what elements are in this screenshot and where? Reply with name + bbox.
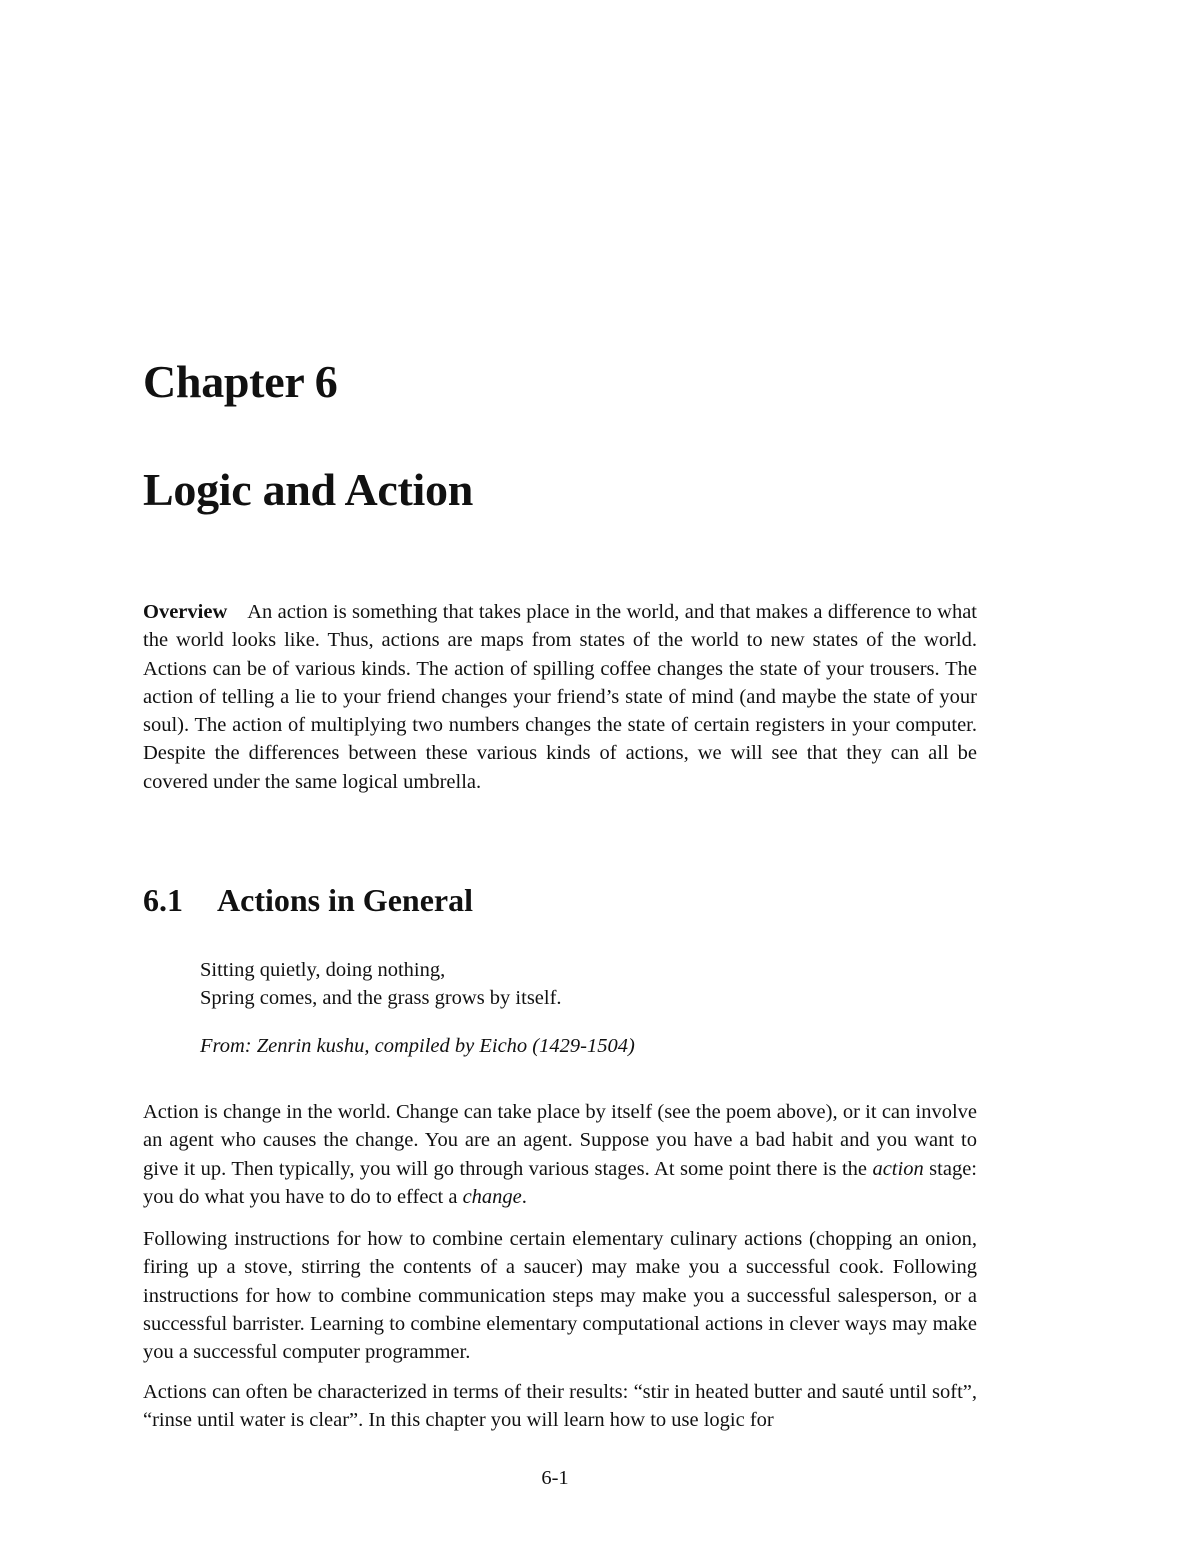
p1-text-middle: stage: you do what you have to do to effect a <box>143 1157 977 1208</box>
chapter-title: Logic and Action <box>143 464 474 515</box>
p1-emphasis-change: change <box>462 1185 522 1208</box>
poem-line: Sitting quietly, doing nothing, <box>200 959 446 981</box>
body-paragraph-1 <box>143 1098 977 1211</box>
body-paragraph-2: Following instructions for how to combine certain elementary culinary actions (chopping an onion, firing up a stove, stirring the contents of a saucer) may make you a successful cook. Following instructions for how to combine communication steps may make you a successful salesperson, or a successful barrister. Learning to combine elementary computational actions in clever ways may make you a successful computer programmer. <box>143 1228 977 1364</box>
p1-emphasis-action: action <box>872 1157 924 1180</box>
body-paragraph-3: Actions can often be characterized in terms of their results: “stir in heated butter and sauté until soft”, “rinse until water is clear”. In this chapter you will learn how to use logic for <box>143 1381 977 1432</box>
section-number: 6.1 <box>143 882 183 918</box>
section-heading <box>143 878 473 922</box>
section-title: Actions in General <box>217 882 473 918</box>
overview-lead: Overview <box>143 601 228 623</box>
poem-line: Spring comes, and the grass grows by itself. <box>200 987 562 1010</box>
p1-text-start: Action is change in the world. Change can take place by itself (see the poem above), or it can involve an agent who causes the change. You are an agent. Suppose you have a bad habit and you want to give it up. Then typically, you will go through various stages. At some point there is the <box>143 1101 977 1180</box>
poem-source: From: Zenrin kushu, compiled by Eicho (1429-1504) <box>200 1035 635 1057</box>
poem <box>200 956 562 1013</box>
p1-text-end: . <box>521 1185 527 1208</box>
page-number: 6-1 <box>541 1467 569 1489</box>
overview-paragraph <box>143 598 977 796</box>
overview-text: An action is something that takes place in the world, and that makes a difference to what the world looks like. Thus, actions are maps from states of the world to new states of the world. Actions can be of various kinds. The action of spilling coffee changes the state of your trousers. The action of telling a lie to your friend changes your friend’s state of mind (and maybe the state of your soul). The action of multiplying two numbers changes the state of certain registers in your computer. Despite the differences between these various kinds of actions, we will see that they can all be covered under the same logical umbrella. <box>143 601 977 793</box>
chapter-label: Chapter 6 <box>143 356 338 407</box>
